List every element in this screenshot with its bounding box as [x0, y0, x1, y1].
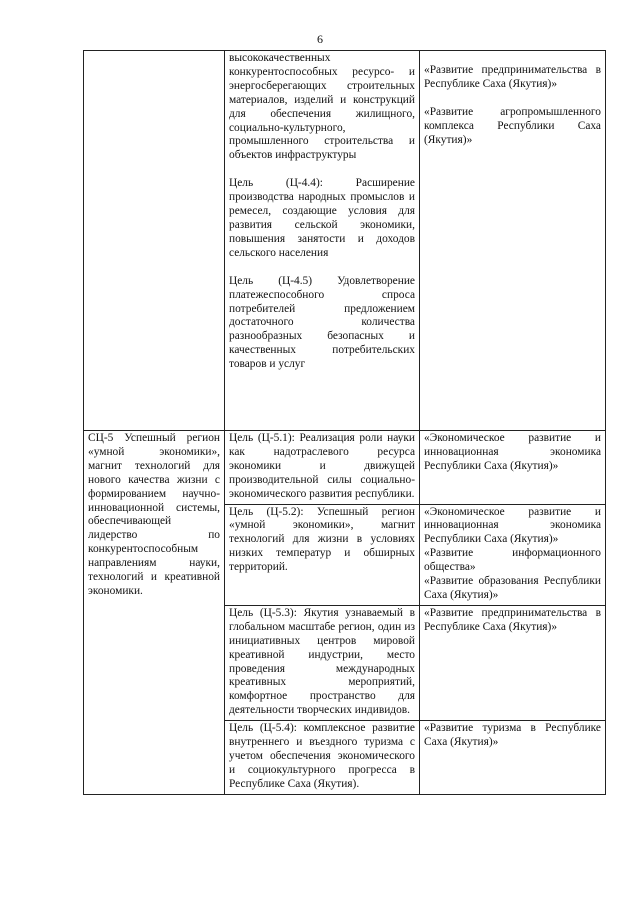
- goal-text: Цель (Ц-5.2): Успешный регион «умной экономики», магнит технологий для жизни в условиях низких температур и обширных территорий.: [225, 504, 420, 605]
- goal-text: Цель (Ц-4.4): Расширение производства народных промыслов и ремесел, создающие условия для развития сельской экономики, повышения занятости и доходов сельского населения: [229, 177, 415, 259]
- program-text: «Развитие агропромышленного комплекса Республики Саха (Якутия)»: [424, 105, 601, 146]
- goal-text: высококачественных конкурентоспособных ресурсо- и энергосберегающих строительных материалов, изделий и конструкций для обеспечения жилищного, социально-культурного, промышленного строительства и объектов инфраструктуры: [229, 52, 415, 162]
- strategic-goal-cell-empty: [84, 51, 225, 431]
- goal-text: Цель (Ц-4.5) Удовлетворение платежеспособного спроса потребителей предложением достаточного количества разнообразных безопасных и качественных потребительских товаров и услуг: [229, 274, 415, 371]
- program-text: «Экономическое развитие и инновационная экономика Республики Саха (Якутия)»: [424, 505, 601, 546]
- programs-cell: [420, 431, 606, 505]
- programs-cell: [420, 605, 606, 720]
- table-row: [84, 51, 606, 431]
- goal-text: Цель (Ц-5.4): комплексное развитие внутреннего и въездного туризма с учетом обеспечения экономического и социокультурного прогресса в Республике Саха (Якутия).: [225, 721, 420, 795]
- program-text: «Экономическое развитие и инновационная экономика Республики Саха (Якутия)»: [424, 432, 601, 472]
- program-text: «Развитие образования Республики Саха (Якутия)»: [424, 575, 601, 601]
- page-number: 6: [317, 32, 323, 46]
- program-text: «Развитие туризма в Республике Саха (Якутия)»: [424, 722, 601, 749]
- strategy-table: [83, 50, 606, 795]
- goal-text: Цель (Ц-5.3): Якутия узнаваемый в глобальном масштабе регион, один из инициативных центров мировой креативной индустрии, место проведения международных креативных мероприятий, комфортное пространство для деятельности творческих индивидов.: [225, 605, 420, 720]
- programs-cell: [420, 504, 606, 605]
- program-text: «Развитие предпринимательства в Республике Саха (Якутия)»: [424, 64, 601, 90]
- programs-cell: [420, 51, 606, 431]
- program-text: «Развитие информационного общества»: [424, 547, 601, 574]
- goal-text: Цель (Ц-5.1): Реализация роли науки как надотраслевого ресурса экономики и движущей производительной силы социально-экономического развития республики.: [225, 431, 420, 505]
- table-row: [84, 431, 606, 505]
- strategic-goal-cell: СЦ-5 Успешный регион «умной экономики», магнит технологий для нового качества жизни с формированием научно-инновационной системы, обеспечивающей лидерство по конкурентоспособным направлениям науки, технологий и креативной экономики.: [84, 431, 225, 795]
- programs-cell: [420, 721, 606, 795]
- goals-cell: [225, 51, 420, 431]
- program-text: «Развитие предпринимательства в Республике Саха (Якутия)»: [424, 606, 601, 633]
